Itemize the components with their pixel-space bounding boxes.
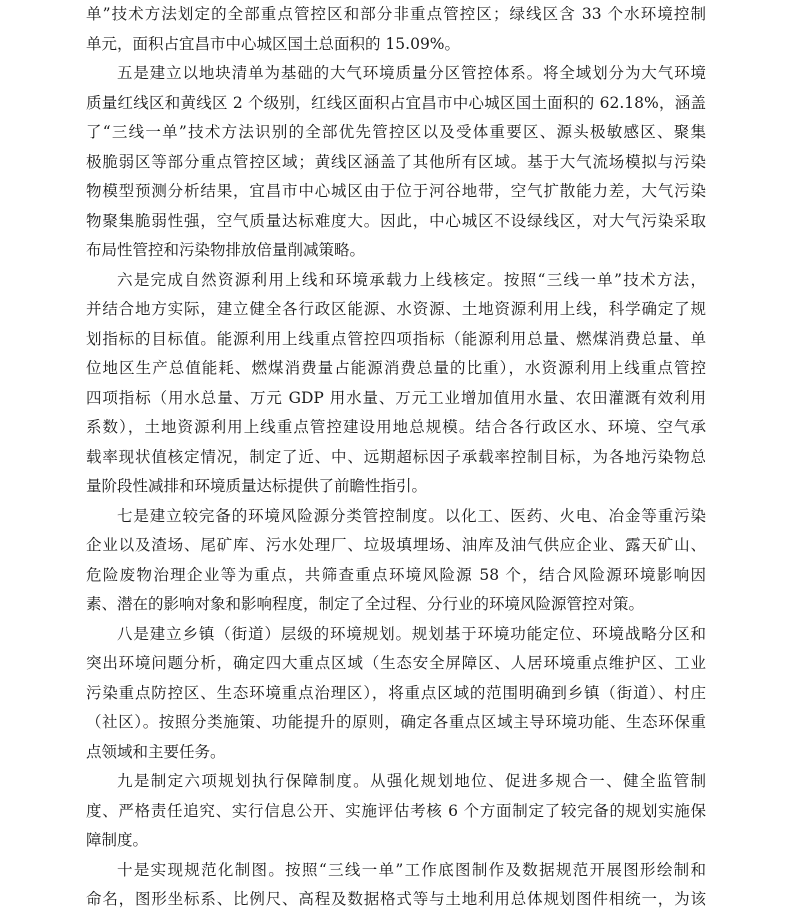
text-line: 九是制定六项规划执行保障制度。从强化规划地位、促进多规合一、健全监管制 xyxy=(117,772,706,790)
paragraph-5 xyxy=(86,59,706,266)
text-line: 载率现状值核定情况，制定了近、中、远期超标因子承载率控制目标，为各地污染物总 xyxy=(86,447,706,466)
text-line: 布局性管控和污染物排放倍量削减策略。 xyxy=(86,241,366,259)
text-line: 十是实现规范化制图。按照“三线一单”工作底图制作及数据规范开展图形绘制和 xyxy=(117,860,706,879)
text-line: 企业以及渣场、尾矿库、污水处理厂、垃圾填埋场、油库及油气供应企业、露天矿山、 xyxy=(86,536,706,554)
text-line: 了“三线一单”技术方法识别的全部优先管控区以及受体重要区、源头极敏感区、聚集 xyxy=(86,123,706,141)
text-line: 八是建立乡镇（街道）层级的环境规划。规划基于环境功能定位、环境战略分区和 xyxy=(117,624,706,643)
paragraph-4-tail xyxy=(86,0,706,59)
text-line: 五是建立以地块清单为基础的大气环境质量分区管控体系。将全域划分为大气环境 xyxy=(117,64,706,82)
text-line: 极脆弱区等部分重点管控区域；黄线区涵盖了其他所有区域。基于大气流场模拟与污染 xyxy=(86,152,706,171)
text-line: 障制度。 xyxy=(86,831,149,849)
text-line: 质量红线区和黄线区 2 个级别，红线区面积占宜昌市中心城区国土面积的 62.18%，涵盖 xyxy=(86,93,706,112)
text-line: 突出环境问题分析，确定四大重点区域（生态安全屏障区、人居环境重点维护区、工业 xyxy=(86,654,706,672)
text-line: 量阶段性减排和环境质量达标提供了前瞻性指引。 xyxy=(86,477,428,495)
text-line: 度、严格责任追究、实行信息公开、实施评估考核 6 个方面制定了较完备的规划实施保 xyxy=(86,801,706,820)
text-line: 命名，图形坐标系、比例尺、高程及数据格式等与土地利用总体规划图件相统一，为该 xyxy=(86,890,706,908)
text-line: 六是完成自然资源利用上线和环境承载力上线核定。按照“三线一单”技术方法， xyxy=(117,270,706,289)
text-line: 四项指标（用水总量、万元 GDP 用水量、万元工业增加值用水量、农田灌溉有效利用 xyxy=(86,388,706,407)
text-line: 物聚集脆弱性强，空气质量达标难度大。因此，中心城区不设绿线区，对大气污染采取 xyxy=(86,211,706,230)
paragraph-9 xyxy=(86,767,706,856)
paragraph-6 xyxy=(86,266,706,502)
text-line: （社区）。按照分类施策、功能提升的原则，确定各重点区域主导环境功能、生态环保重 xyxy=(86,713,706,731)
text-line: 单”技术方法划定的全部重点管控区和部分非重点管控区；绿线区含 33 个水环境控制 xyxy=(86,5,706,23)
text-line: 物模型预测分析结果，宜昌市中心城区由于位于河谷地带，空气扩散能力差，大气污染 xyxy=(86,182,706,200)
text-line: 危险废物治理企业等为重点，共筛查重点环境风险源 58 个，结合风险源环境影响因 xyxy=(86,565,706,584)
paragraph-8 xyxy=(86,620,706,768)
text-line: 单元，面积占宜昌市中心城区国土总面积的 15.09%。 xyxy=(86,34,461,53)
text-line: 划指标的目标值。能源利用上线重点管控四项指标（能源利用总量、燃煤消费总量、单 xyxy=(86,329,706,348)
document-page xyxy=(86,0,706,915)
text-line: 系数），土地资源利用上线重点管控建设用地总规模。结合各行政区水、环境、空气承 xyxy=(86,418,706,436)
text-line: 污染重点防控区、生态环境重点治理区），将重点区域的范围明确到乡镇（街道）、村庄 xyxy=(86,683,706,702)
text-line: 七是建立较完备的环境风险源分类管控制度。以化工、医药、火电、冶金等重污染 xyxy=(117,506,706,525)
paragraph-7 xyxy=(86,502,706,620)
text-line: 并结合地方实际，建立健全各行政区能源、水资源、土地资源利用上线，科学确定了规 xyxy=(86,300,706,318)
text-line: 位地区生产总值能耗、燃煤消费量占能源消费总量的比重），水资源利用上线重点管控 xyxy=(86,359,706,377)
paragraph-10 xyxy=(86,856,706,915)
text-line: 素、潜在的影响对象和影响程度，制定了全过程、分行业的环境风险源管控对策。 xyxy=(86,595,645,613)
text-line: 点领域和主要任务。 xyxy=(86,742,226,761)
